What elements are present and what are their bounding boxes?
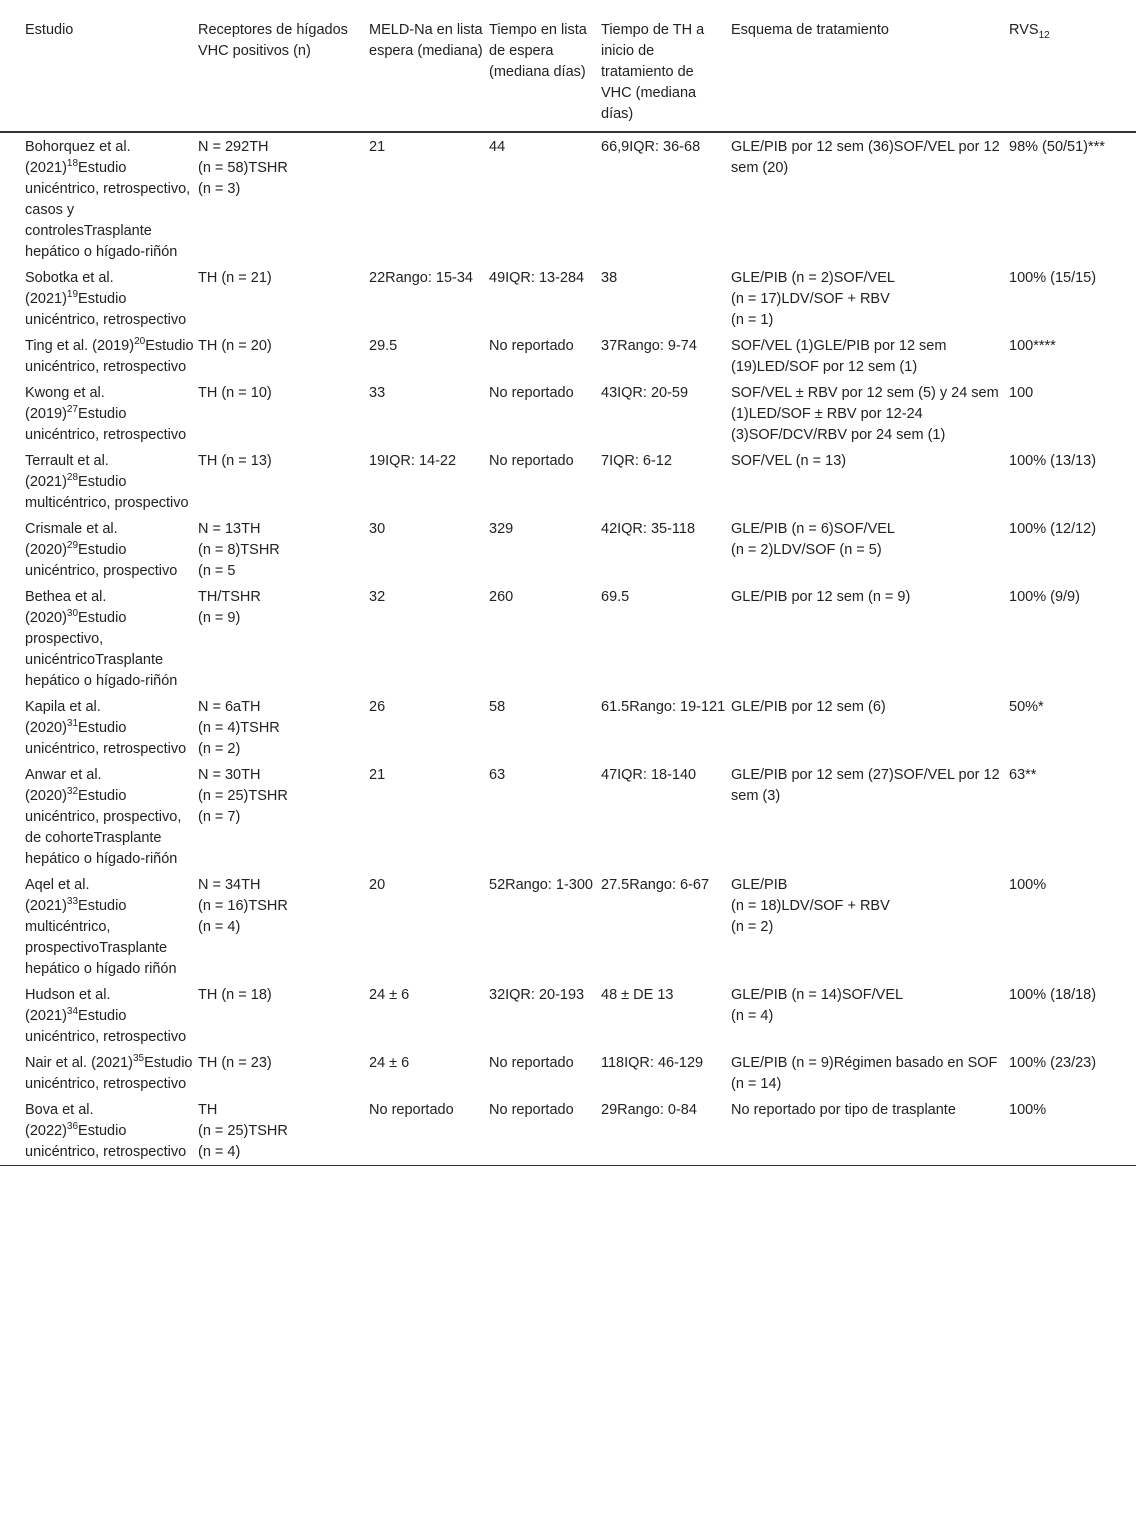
receptores-line: (n = 3) xyxy=(198,181,241,197)
receptores-line: N = 292TH xyxy=(198,139,269,155)
cell-receptores xyxy=(198,516,369,584)
cell-tiempo-lista: 49IQR: 13-284 xyxy=(489,270,585,286)
table-row xyxy=(0,516,1136,584)
esquema-line: GLE/PIB (n = 6)SOF/VEL xyxy=(731,521,895,537)
esquema-line: GLE/PIB (n = 14)SOF/VEL xyxy=(731,987,904,1003)
cell-tiempo-th: 29Rango: 0-84 xyxy=(601,1102,697,1118)
header-rvs-base: RVS xyxy=(1009,22,1039,38)
cell-esquema xyxy=(731,694,1009,762)
cell-meld: 22Rango: 15-34 xyxy=(369,270,473,286)
table-header xyxy=(0,12,1136,132)
table-row xyxy=(0,333,1136,380)
cell-tiempo-lista: 52Rango: 1-300 xyxy=(489,877,593,893)
study-reference: 33 xyxy=(66,896,79,908)
receptores-line: TH (n = 20) xyxy=(198,338,272,354)
esquema-line: GLE/PIB (n = 2)SOF/VEL xyxy=(731,270,895,286)
table-row xyxy=(0,872,1136,982)
study-design: Estudio prospectivo, unicéntricoTrasplante hepático o hígado-riñón xyxy=(25,610,178,689)
study-design: Estudio unicéntrico, prospectivo, de cohorteTrasplante hepático o hígado-riñón xyxy=(25,788,182,867)
cell-tiempo-lista: No reportado xyxy=(489,453,574,469)
cell-receptores xyxy=(198,762,369,872)
table-row xyxy=(0,1050,1136,1097)
study-reference: 29 xyxy=(66,540,79,552)
study-author: Aqel et al. (2021) xyxy=(25,877,90,914)
receptores-line: TH (n = 23) xyxy=(198,1055,272,1071)
cell-tiempo-th: 37Rango: 9-74 xyxy=(601,338,697,354)
cell-rvs: 100% (13/13) xyxy=(1009,453,1097,469)
cell-tiempo-lista: 63 xyxy=(489,767,506,783)
study-author: Crismale et al. (2020) xyxy=(25,521,118,558)
study-design: Estudio unicéntrico, retrospectivo xyxy=(25,291,187,328)
study-reference: 30 xyxy=(66,608,79,620)
receptores-line: (n = 4) xyxy=(198,1144,241,1160)
study-author: Anwar et al. (2020) xyxy=(25,767,102,804)
header-row xyxy=(0,12,1136,132)
cell-meld: 32 xyxy=(369,589,386,605)
cell-receptores xyxy=(198,265,369,333)
cell-estudio xyxy=(0,982,198,1050)
study-design: Estudio multicéntrico, prospectivoTrasplante hepático o hígado riñón xyxy=(25,898,177,977)
study-design: Estudio multicéntrico, prospectivo xyxy=(25,474,189,511)
cell-meld: 33 xyxy=(369,385,386,401)
study-author: Terrault et al. (2021) xyxy=(25,453,109,490)
header-rvs-sub: 12 xyxy=(1038,29,1050,41)
cell-rvs: 100% (23/23) xyxy=(1009,1055,1097,1071)
cell-rvs: 100% xyxy=(1009,1102,1047,1118)
cell-receptores xyxy=(198,448,369,516)
cell-meld: 20 xyxy=(369,877,386,893)
cell-tiempo-th: 27.5Rango: 6-67 xyxy=(601,877,710,893)
study-reference: 20 xyxy=(134,336,146,348)
esquema-line: (n = 1) xyxy=(731,312,774,328)
cell-rvs: 100% (9/9) xyxy=(1009,589,1080,605)
header-rvs xyxy=(1009,12,1136,132)
cell-tiempo-th: 61.5Rango: 19-121 xyxy=(601,699,726,715)
receptores-line: (n = 9) xyxy=(198,610,241,626)
receptores-line: TH xyxy=(198,1102,218,1118)
receptores-line: (n = 25)TSHR xyxy=(198,1123,288,1139)
study-design: Estudio unicéntrico, retrospectivo xyxy=(25,338,194,375)
cell-tiempo-lista: No reportado xyxy=(489,338,574,354)
cell-rvs: 100**** xyxy=(1009,338,1056,354)
header-esquema: Esquema de tratamiento xyxy=(731,22,889,38)
header-tiempo-lista: Tiempo en lista de espera (mediana días) xyxy=(489,22,587,80)
study-design: Estudio unicéntrico, retrospectivo, casos y controlesTrasplante hepático o hígado-riñón xyxy=(25,160,191,260)
cell-rvs: 100% xyxy=(1009,877,1047,893)
cell-esquema xyxy=(731,762,1009,872)
study-reference: 31 xyxy=(66,718,79,730)
receptores-line: TH (n = 13) xyxy=(198,453,272,469)
cell-tiempo-lista: No reportado xyxy=(489,1055,574,1071)
study-author: Ting et al. (2019) xyxy=(25,338,135,354)
cell-receptores xyxy=(198,132,369,265)
receptores-line: TH/TSHR xyxy=(198,589,261,605)
cell-estudio xyxy=(0,448,198,516)
cell-tiempo-th: 48 ± DE 13 xyxy=(601,987,674,1003)
table-row xyxy=(0,448,1136,516)
cell-estudio xyxy=(0,516,198,584)
receptores-line: (n = 25)TSHR xyxy=(198,788,288,804)
receptores-line: (n = 4) xyxy=(198,919,241,935)
study-author: Bethea et al. (2020) xyxy=(25,589,107,626)
cell-estudio xyxy=(0,265,198,333)
study-reference: 36 xyxy=(66,1121,79,1133)
study-reference: 34 xyxy=(66,1006,79,1018)
study-author: Nair et al. (2021) xyxy=(25,1055,133,1071)
esquema-line: (1)LED/SOF ± RBV por 12-24 (3)SOF/DCV/RBV por 24 sem (1) xyxy=(731,406,946,443)
study-design: Estudio unicéntrico, retrospectivo xyxy=(25,720,187,757)
study-author: Bohorquez et al. (2021) xyxy=(25,139,131,176)
cell-meld: 30 xyxy=(369,521,386,537)
cell-rvs: 100 xyxy=(1009,385,1034,401)
study-design: Estudio unicéntrico, retrospectivo xyxy=(25,1123,187,1160)
cell-tiempo-th: 42IQR: 35-118 xyxy=(601,521,696,537)
cell-tiempo-th: 66,9IQR: 36-68 xyxy=(601,139,701,155)
esquema-line: (n = 2) xyxy=(731,919,774,935)
esquema-line: SOF/VEL (n = 13) xyxy=(731,453,847,469)
study-author: Bova et al. (2022) xyxy=(25,1102,94,1139)
esquema-line: SOF/VEL (1)GLE/PIB por 12 sem (19)LED/SOF por 12 sem (1) xyxy=(731,338,947,375)
header-estudio: Estudio xyxy=(25,22,74,38)
cell-estudio xyxy=(0,694,198,762)
receptores-line: TH (n = 21) xyxy=(198,270,272,286)
study-reference: 35 xyxy=(133,1053,145,1065)
cell-esquema xyxy=(731,333,1009,380)
cell-rvs: 100% (18/18) xyxy=(1009,987,1097,1003)
cell-esquema xyxy=(731,1097,1009,1166)
table-row xyxy=(0,694,1136,762)
esquema-line: GLE/PIB por 12 sem (6) xyxy=(731,699,886,715)
esquema-line: GLE/PIB por 12 sem (n = 9) xyxy=(731,589,911,605)
cell-meld: 24 ± 6 xyxy=(369,1055,410,1071)
cell-receptores xyxy=(198,982,369,1050)
cell-esquema xyxy=(731,132,1009,265)
cell-tiempo-th: 7IQR: 6-12 xyxy=(601,453,672,469)
study-reference: 18 xyxy=(66,158,79,170)
cell-rvs: 100% (15/15) xyxy=(1009,270,1097,286)
study-author: Hudson et al. (2021) xyxy=(25,987,111,1024)
cell-meld: 24 ± 6 xyxy=(369,987,410,1003)
receptores-line: (n = 58)TSHR xyxy=(198,160,288,176)
cell-tiempo-lista: 58 xyxy=(489,699,506,715)
cell-meld: 19IQR: 14-22 xyxy=(369,453,457,469)
cell-receptores xyxy=(198,333,369,380)
table-row xyxy=(0,982,1136,1050)
cell-tiempo-lista: No reportado xyxy=(489,385,574,401)
cell-meld: 21 xyxy=(369,767,386,783)
cell-tiempo-lista: 329 xyxy=(489,521,514,537)
esquema-line: GLE/PIB por 12 sem (27)SOF/VEL por 12 sem (3) xyxy=(731,767,1000,804)
cell-tiempo-lista: No reportado xyxy=(489,1102,574,1118)
receptores-line: N = 34TH xyxy=(198,877,261,893)
cell-rvs: 50%* xyxy=(1009,699,1044,715)
cell-estudio xyxy=(0,1050,198,1097)
header-receptores: Receptores de hígados VHC positivos (n) xyxy=(198,22,348,59)
cell-estudio xyxy=(0,1097,198,1166)
cell-tiempo-lista: 260 xyxy=(489,589,514,605)
cell-rvs: 98% (50/51)*** xyxy=(1009,139,1105,155)
esquema-line: (n = 18)LDV/SOF + RBV xyxy=(731,898,890,914)
study-author: Kwong et al. (2019) xyxy=(25,385,105,422)
cell-rvs: 63** xyxy=(1009,767,1037,783)
receptores-line: (n = 16)TSHR xyxy=(198,898,288,914)
cell-esquema xyxy=(731,265,1009,333)
esquema-line: SOF/VEL ± RBV por 12 sem (5) y 24 sem xyxy=(731,385,999,401)
study-reference: 32 xyxy=(66,786,79,798)
table-row xyxy=(0,584,1136,694)
cell-receptores xyxy=(198,1050,369,1097)
receptores-line: (n = 4)TSHR xyxy=(198,720,280,736)
receptores-line: (n = 8)TSHR xyxy=(198,542,280,558)
esquema-line: GLE/PIB xyxy=(731,877,788,893)
study-reference: 28 xyxy=(66,472,79,484)
cell-estudio xyxy=(0,333,198,380)
cell-receptores xyxy=(198,694,369,762)
cell-tiempo-th: 69.5 xyxy=(601,589,630,605)
cell-esquema xyxy=(731,584,1009,694)
esquema-line: (n = 4) xyxy=(731,1008,774,1024)
cell-tiempo-lista: 32IQR: 20-193 xyxy=(489,987,585,1003)
cell-tiempo-th: 43IQR: 20-59 xyxy=(601,385,689,401)
cell-esquema xyxy=(731,872,1009,982)
esquema-line: GLE/PIB (n = 9)Régimen basado en SOF (n = 14) xyxy=(731,1055,998,1092)
results-table xyxy=(0,12,1136,1166)
study-design: Estudio unicéntrico, prospectivo xyxy=(25,542,178,579)
cell-meld: 26 xyxy=(369,699,386,715)
cell-tiempo-th: 118IQR: 46-129 xyxy=(601,1055,704,1071)
esquema-line: (n = 17)LDV/SOF + RBV xyxy=(731,291,890,307)
cell-esquema xyxy=(731,982,1009,1050)
cell-receptores xyxy=(198,1097,369,1166)
cell-esquema xyxy=(731,516,1009,584)
study-design: Estudio unicéntrico, retrospectivo xyxy=(25,406,187,443)
cell-esquema xyxy=(731,1050,1009,1097)
cell-receptores xyxy=(198,380,369,448)
cell-receptores xyxy=(198,584,369,694)
cell-esquema xyxy=(731,380,1009,448)
cell-tiempo-th: 47IQR: 18-140 xyxy=(601,767,697,783)
cell-meld: No reportado xyxy=(369,1102,454,1118)
receptores-line: N = 30TH xyxy=(198,767,261,783)
cell-tiempo-lista: 44 xyxy=(489,139,506,155)
esquema-line: GLE/PIB por 12 sem (36)SOF/VEL por 12 sem (20) xyxy=(731,139,1000,176)
receptores-line: TH (n = 10) xyxy=(198,385,272,401)
table-body xyxy=(0,132,1136,1166)
table-row xyxy=(0,1097,1136,1166)
receptores-line: (n = 5 xyxy=(198,563,236,579)
header-meld: MELD-Na en lista espera (mediana) xyxy=(369,22,483,59)
receptores-line: (n = 7) xyxy=(198,809,241,825)
cell-meld: 29.5 xyxy=(369,338,398,354)
cell-estudio xyxy=(0,380,198,448)
table-row xyxy=(0,132,1136,265)
study-reference: 27 xyxy=(66,404,79,416)
study-design: Estudio unicéntrico, retrospectivo xyxy=(25,1008,187,1045)
cell-estudio xyxy=(0,872,198,982)
cell-tiempo-th: 38 xyxy=(601,270,618,286)
receptores-line: N = 13TH xyxy=(198,521,261,537)
cell-meld: 21 xyxy=(369,139,386,155)
esquema-line: (n = 2)LDV/SOF (n = 5) xyxy=(731,542,882,558)
esquema-line: No reportado por tipo de trasplante xyxy=(731,1102,956,1118)
receptores-line: TH (n = 18) xyxy=(198,987,272,1003)
study-reference: 19 xyxy=(66,289,79,301)
table-row xyxy=(0,265,1136,333)
cell-rvs: 100% (12/12) xyxy=(1009,521,1097,537)
header-tiempo-th: Tiempo de TH a inicio de tratamiento de VHC (mediana días) xyxy=(601,22,705,122)
receptores-line: (n = 2) xyxy=(198,741,241,757)
cell-estudio xyxy=(0,132,198,265)
receptores-line: N = 6aTH xyxy=(198,699,261,715)
study-author: Kapila et al. (2020) xyxy=(25,699,101,736)
cell-receptores xyxy=(198,872,369,982)
cell-estudio xyxy=(0,584,198,694)
table-row xyxy=(0,380,1136,448)
cell-estudio xyxy=(0,762,198,872)
cell-esquema xyxy=(731,448,1009,516)
study-author: Sobotka et al. (2021) xyxy=(25,270,114,307)
study-design: Estudio unicéntrico, retrospectivo xyxy=(25,1055,193,1092)
table-row xyxy=(0,762,1136,872)
